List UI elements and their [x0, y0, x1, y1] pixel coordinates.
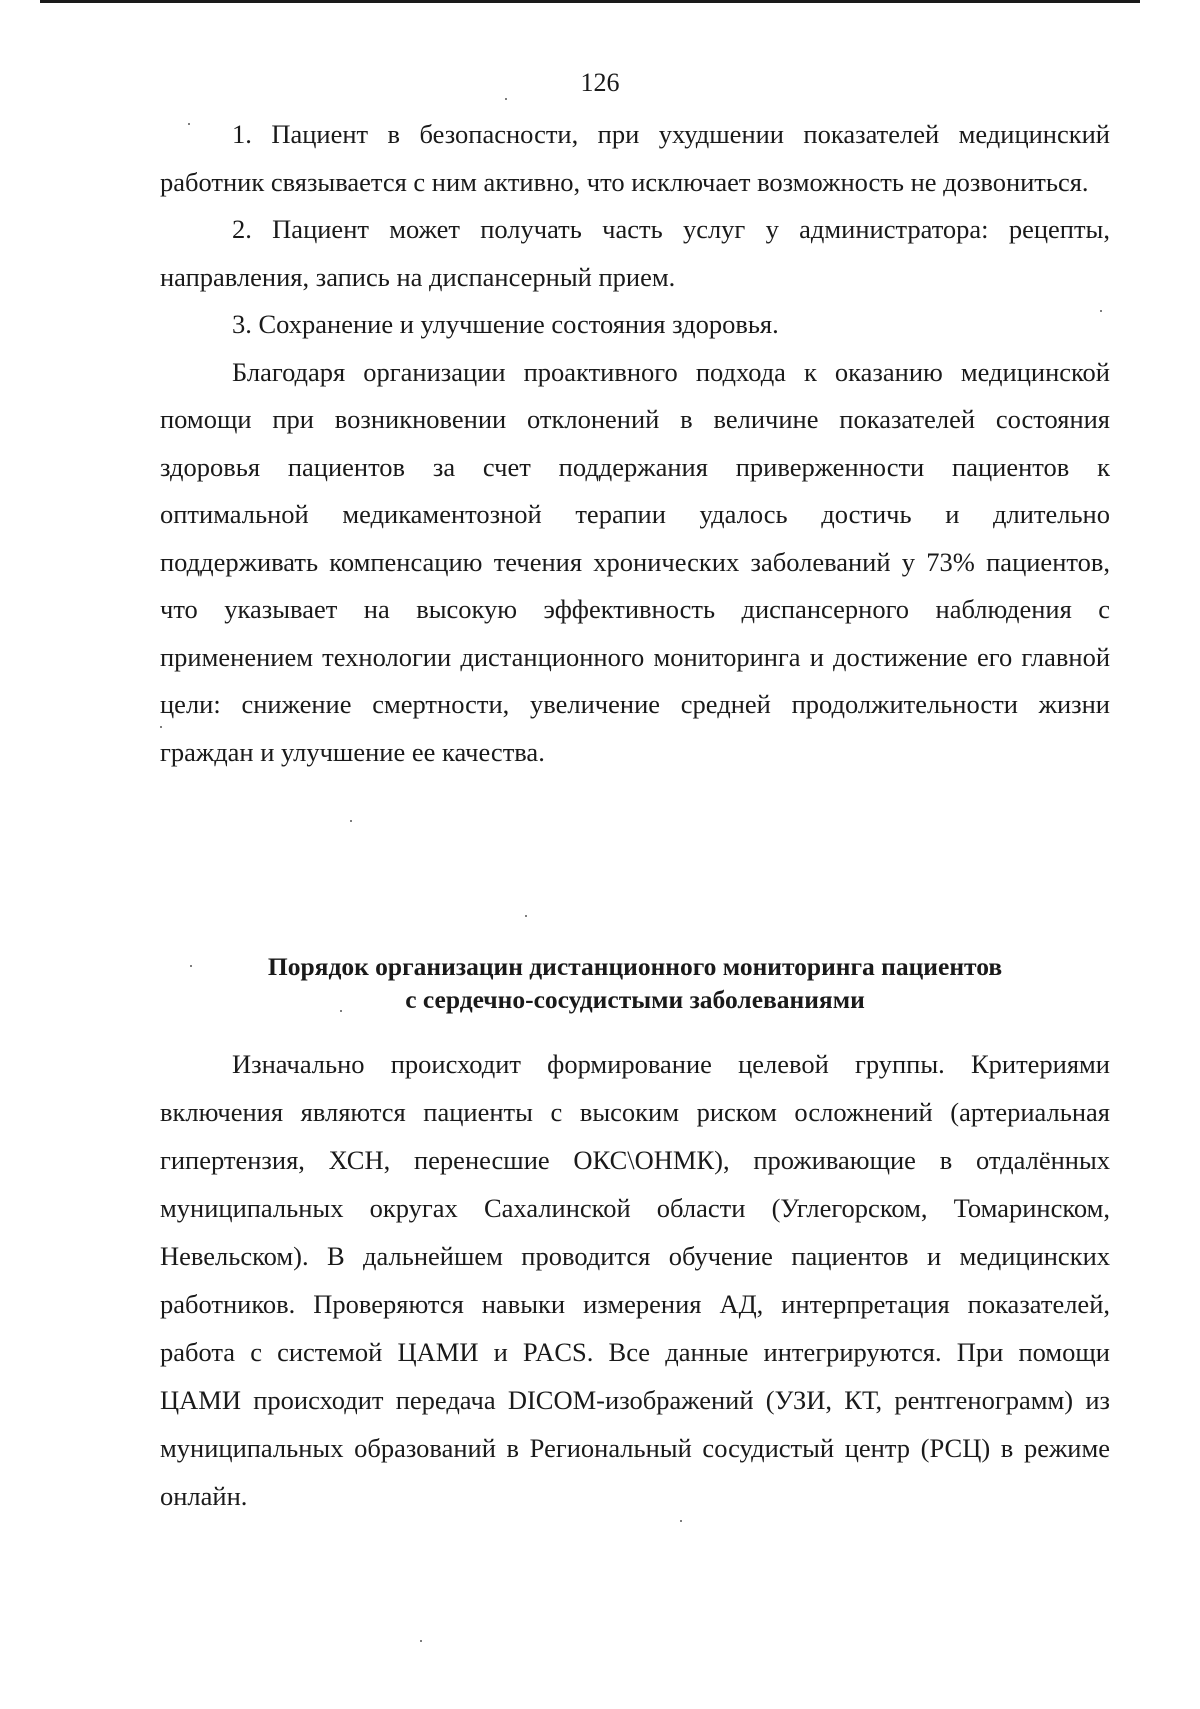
scan-speck [680, 1520, 682, 1522]
heading-line-1: Порядок организацин дистанционного мониторинга пациентов [267, 952, 1003, 981]
list-item-3: 3. Сохранение и улучшение состояния здоровья. [232, 309, 779, 339]
scan-speck [190, 965, 192, 967]
scan-speck [160, 726, 162, 728]
scan-speck [420, 1640, 422, 1642]
list-item-1: 1. Пациент в безопасности, при ухудшении показателей медицинский работник связывается с ним активно, что исключает возможность не дозвониться. [160, 119, 1110, 197]
heading-line-2: с сердечно-сосудистыми заболеваниями [405, 985, 865, 1014]
section-2-text [160, 1040, 1110, 1520]
scan-speck [525, 915, 527, 917]
scan-speck [1100, 310, 1102, 312]
page-number: 126 [580, 68, 620, 97]
section-2-paragraph: Изначально происходит формирование целевой группы. Критериями включения являются пациенты с высоким риском осложнений (артериальная гипертензия, ХСН, перенесшие ОКС\ОНМК), проживающие в отдалённых муниципальных округах Сахалинской области (Углегорском, Томаринском, Невельском). В дальнейшем проводится обучение пациентов и медицинских работников. Проверяются навыки измерения АД, интерпретация показателей, работа с системой ЦАМИ и PACS. Все данные интегрируются. При помощи ЦАМИ происходит передача DICOM-изображений (УЗИ, КТ, рентгенограмм) из муниципальных образований в Региональный сосудистый центр (РСЦ) в режиме онлайн. [160, 1049, 1110, 1511]
scan-speck [340, 1010, 342, 1012]
section-heading [160, 950, 1110, 1016]
conclusion-paragraph: Благодаря организации проактивного подхода к оказанию медицинской помощи при возникновении отклонений в величине показателей состояния здоровья пациентов за счет поддержания приверженности пациентов к оптимальной медикаментозной терапии удалось достичь и длительно поддерживать компенсацию течения хронических заболеваний у 73% пациентов, что указывает на высокую эффективность диспансерного наблюдения с применением технологии дистанционного мониторинга и достижение его главной цели: снижение смертности, увеличение средней продолжительности жизни граждан и улучшение ее качества. [160, 356, 1110, 767]
scan-speck [505, 98, 507, 100]
section-1-text [160, 111, 1110, 776]
scan-speck [350, 820, 352, 822]
top-border-line [40, 0, 1140, 3]
list-item-2: 2. Пациент может получать часть услуг у администратора: рецепты, направления, запись на диспансерный прием. [160, 214, 1110, 292]
scan-speck [188, 123, 190, 125]
